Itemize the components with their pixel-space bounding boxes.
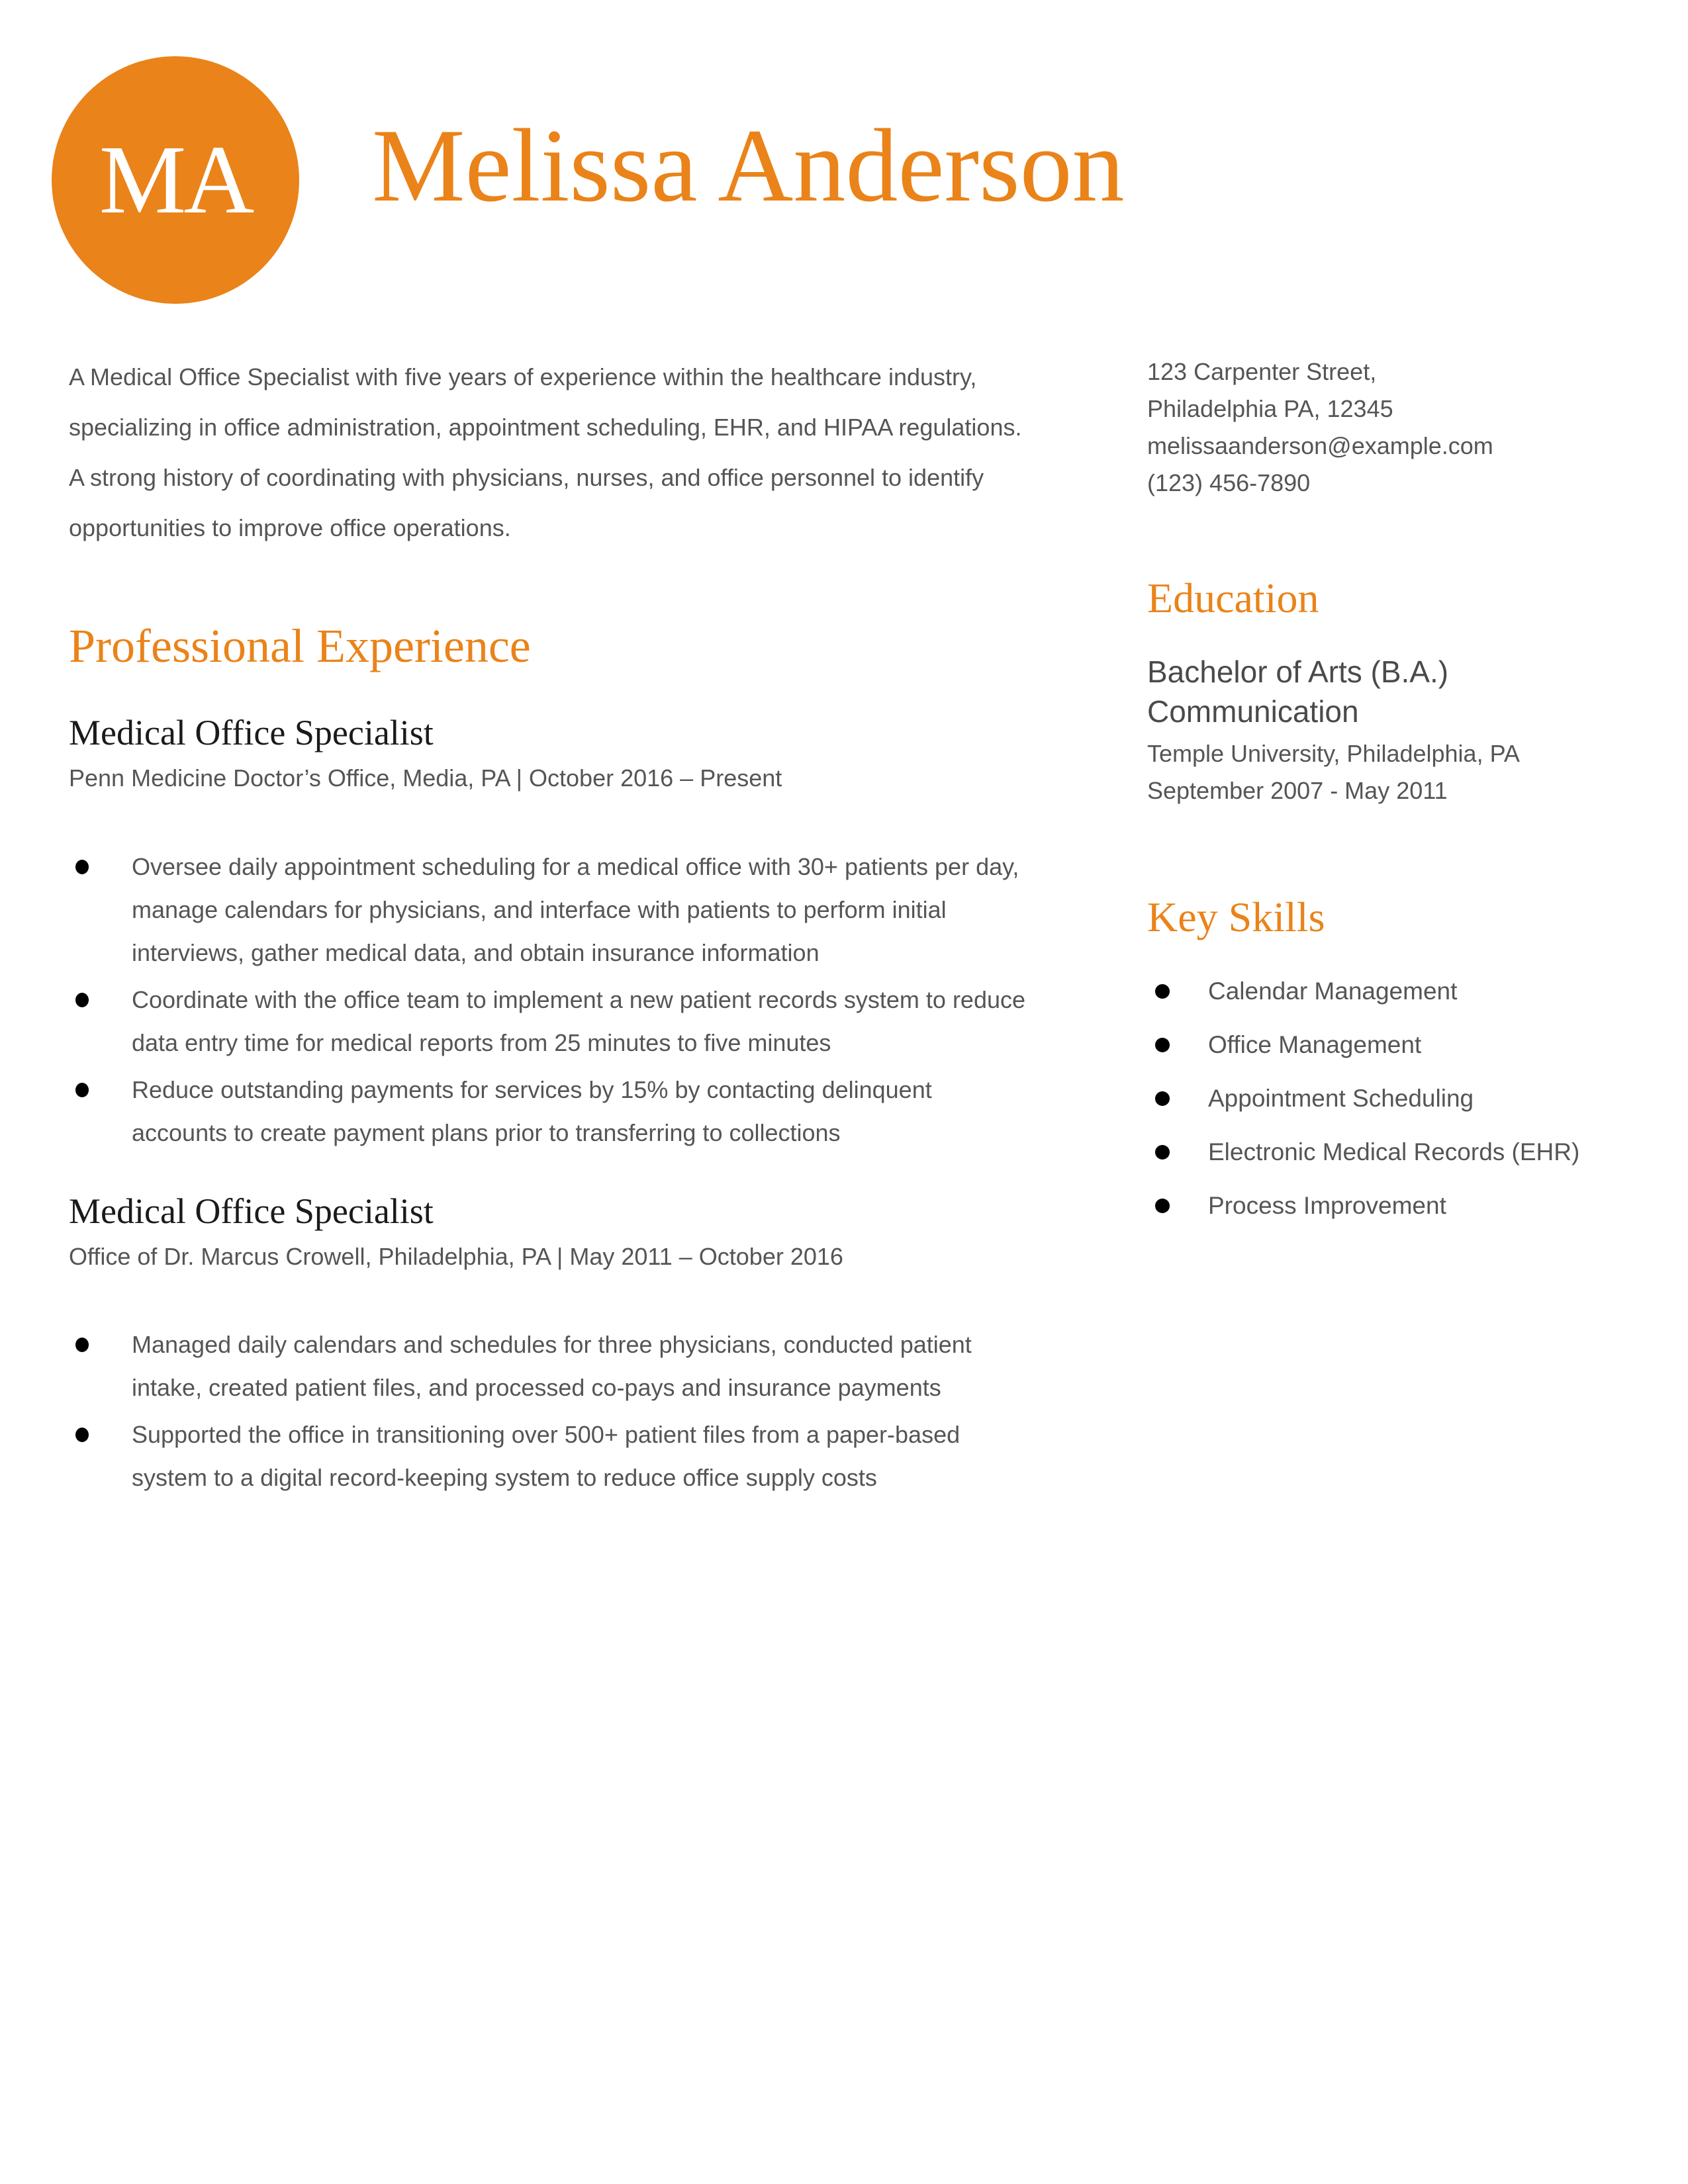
professional-summary: A Medical Office Specialist with five years of experience within the healthcare industry, specializing in office administration, appointment scheduling, EHR, and HIPAA regulations. A strong history of coordinating with physicians, nurses, and office personnel to identify opportunities to improve office operations. — [69, 363, 1022, 541]
school: Temple University, Philadelphia, PA — [1147, 740, 1520, 767]
section-heading-skills: Key Skills — [1147, 893, 1325, 940]
skill-item: Appointment Scheduling — [1147, 1080, 1579, 1134]
section-heading-education: Education — [1147, 574, 1319, 621]
skill-item: Electronic Medical Records (EHR) — [1147, 1134, 1579, 1187]
job-entry — [69, 1193, 843, 1269]
major: Communication — [1147, 694, 1359, 729]
job-meta: Office of Dr. Marcus Crowell, Philadelphia, PA | May 2011 – October 2016 — [69, 1243, 843, 1270]
bullet-icon — [75, 993, 89, 1007]
job-meta: Penn Medicine Doctor’s Office, Media, PA | October 2016 – Present — [69, 764, 782, 792]
bullet-icon — [1155, 984, 1170, 999]
job-entry — [69, 715, 782, 790]
job-title: Medical Office Specialist — [69, 713, 434, 752]
bullet-icon — [75, 1083, 89, 1097]
bullet-icon — [1155, 1038, 1170, 1052]
bullet-icon — [1155, 1145, 1170, 1160]
bullet-item: Supported the office in transitioning over 500+ patient files from a paper-based system to a digital record-keeping system to reduce office supply costs — [69, 1413, 1029, 1499]
monogram-initials: MA — [99, 126, 252, 234]
skill-item: Office Management — [1147, 1026, 1579, 1080]
bullet-icon — [75, 1338, 89, 1352]
bullet-icon — [1155, 1199, 1170, 1213]
skills-list — [1147, 973, 1579, 1241]
skill-item: Calendar Management — [1147, 973, 1579, 1026]
address-line-1: 123 Carpenter Street, — [1147, 358, 1377, 385]
job-title: Medical Office Specialist — [69, 1191, 434, 1231]
bullet-icon — [1155, 1091, 1170, 1106]
bullet-item: Managed daily calendars and schedules for three physicians, conducted patient intake, created patient files, and processed co-pays and insurance payments — [69, 1323, 1029, 1409]
bullet-item: Oversee daily appointment scheduling for a medical office with 30+ patients per day, manage calendars for physicians, and interface with patients to perform initial interviews, gather medical data, and obtain insurance information — [69, 845, 1029, 974]
bullet-item: Reduce outstanding payments for services by 15% by contacting delinquent accounts to create payment plans prior to transferring to collections — [69, 1068, 1029, 1154]
address-line-2: Philadelphia PA, 12345 — [1147, 395, 1393, 422]
section-heading-experience: Professional Experience — [69, 619, 531, 672]
contact-info — [1147, 353, 1493, 502]
education-entry — [1147, 652, 1520, 809]
bullet-icon — [75, 860, 89, 874]
degree: Bachelor of Arts (B.A.) — [1147, 655, 1449, 689]
job-bullets — [69, 845, 1029, 1158]
monogram-badge — [52, 56, 299, 304]
job-bullets — [69, 1323, 1029, 1503]
education-dates: September 2007 - May 2011 — [1147, 777, 1448, 804]
bullet-item: Coordinate with the office team to implement a new patient records system to reduce data entry time for medical reports from 25 minutes to five minutes — [69, 978, 1029, 1064]
skill-item: Process Improvement — [1147, 1187, 1579, 1241]
phone[interactable]: (123) 456-7890 — [1147, 469, 1311, 496]
candidate-name: Melissa Anderson — [372, 108, 1125, 224]
email[interactable]: melissaanderson@example.com — [1147, 432, 1493, 459]
bullet-icon — [75, 1428, 89, 1442]
